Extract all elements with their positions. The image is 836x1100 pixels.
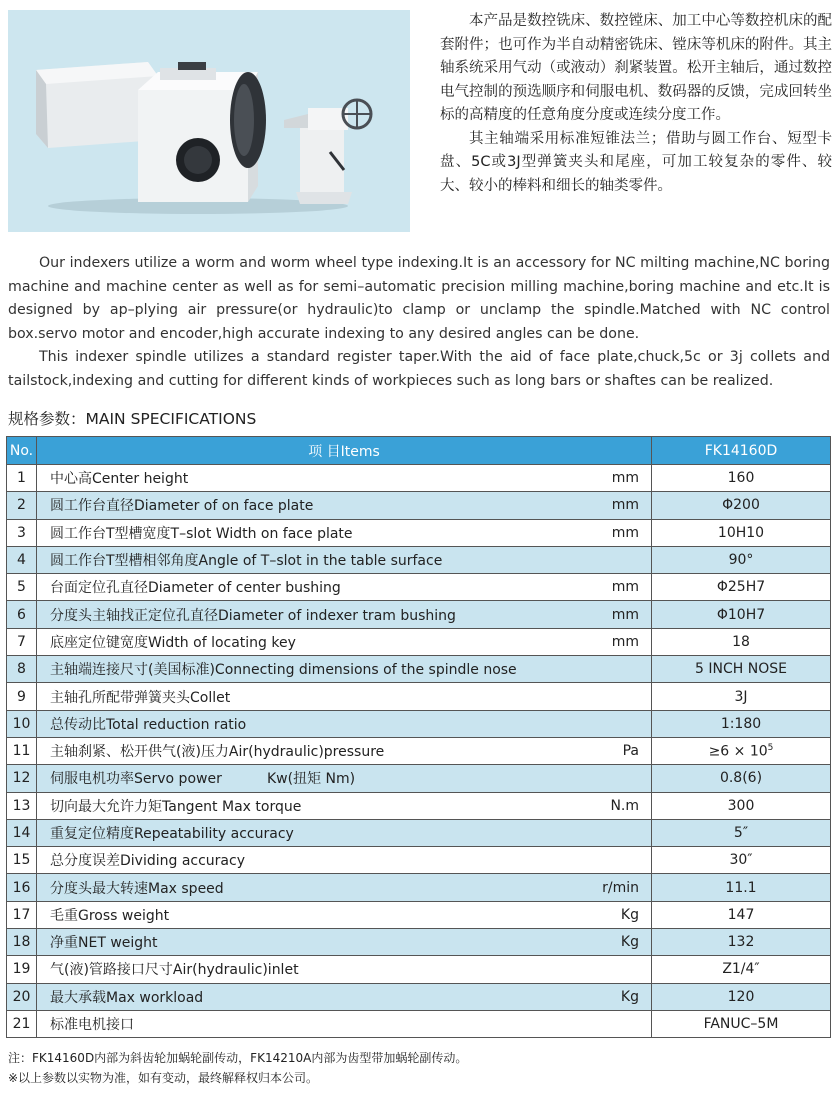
item-label: 圆工作台T型槽相邻角度Angle of T–slot in the table surface (50, 553, 443, 570)
spec-value: 160 (727, 470, 755, 487)
row-item-cell (37, 847, 652, 874)
item-unit: mm (611, 497, 639, 514)
row-item-cell (37, 819, 652, 846)
spec-value: 5 INCH NOSE (695, 661, 787, 678)
item-label: 毛重Gross weight (50, 907, 170, 924)
item-extra-unit: Kw(扭矩 Nm) (267, 771, 356, 788)
row-item-cell (37, 956, 652, 983)
item-label: 台面定位孔直径Diameter of center bushing (50, 580, 341, 597)
item-label: 圆工作台T型槽宽度T–slot Width on face plate (50, 525, 353, 542)
table-row (7, 819, 831, 846)
item-label: 中心高Center height (50, 471, 189, 488)
row-value-cell (652, 710, 831, 737)
table-row (7, 710, 831, 737)
row-value-cell (652, 1010, 831, 1037)
item-unit: mm (611, 606, 639, 623)
english-intro-paragraph-1: Our indexers utilize a worm and worm wheel type indexing.It is an accessory for NC milting machine,NC boring machine and machine center as well as for semi–automatic precision milling machine,boring machine and etc.It is designed by ap–plying air pressure(or hydraulic)to clamp or unclamp the spindle.Matched with NC control box.servo motor and encoder,high accurate indexing to any desired angles can be done. (8, 255, 830, 342)
spec-value: 90° (728, 552, 754, 569)
row-item-cell (37, 901, 652, 928)
item-unit: r/min (602, 879, 639, 896)
row-number: 1 (7, 465, 37, 492)
row-value-cell (652, 956, 831, 983)
item-label: 总分度误差Dividing accuracy (50, 853, 245, 870)
row-number: 13 (7, 792, 37, 819)
item-label: 净重NET weight (50, 935, 158, 952)
item-unit: N.m (610, 797, 639, 814)
row-item-cell (37, 792, 652, 819)
spec-value: Z1/4″ (722, 961, 760, 978)
row-value-cell (652, 901, 831, 928)
spec-value: 120 (727, 988, 755, 1005)
row-item-cell (37, 710, 652, 737)
table-row (7, 765, 831, 792)
chinese-intro-paragraph-2: 其主轴端采用标准短锥法兰；借助与圆工作台、短型卡盘、5C或3J型弹簧夹头和尾座，可加工较复杂的零件、较大、较小的棒料和细长的轴类零件。 (440, 130, 832, 194)
row-item-cell (37, 492, 652, 519)
item-label: 主轴孔所配带弹簧夹头Collet (50, 689, 231, 706)
table-row (7, 574, 831, 601)
item-unit: Pa (622, 743, 639, 760)
spec-value: Φ200 (722, 497, 760, 514)
spec-value: Φ10H7 (716, 606, 766, 623)
row-item-cell (37, 983, 652, 1010)
table-row (7, 901, 831, 928)
row-item-cell (37, 465, 652, 492)
row-item-cell (37, 656, 652, 683)
item-unit: mm (611, 470, 639, 487)
item-label: 最大承载Max workload (50, 989, 204, 1006)
table-row (7, 683, 831, 710)
chinese-intro (440, 10, 832, 198)
row-item-cell (37, 765, 652, 792)
english-intro (8, 252, 830, 393)
table-row (7, 546, 831, 573)
row-number: 4 (7, 546, 37, 573)
row-value-cell (652, 465, 831, 492)
row-value-cell (652, 983, 831, 1010)
table-row (7, 737, 831, 764)
row-value-cell (652, 546, 831, 573)
spec-value: 300 (727, 797, 755, 814)
spec-value: 30″ (729, 852, 753, 869)
item-label: 重复定位精度Repeatability accuracy (50, 826, 294, 842)
item-unit: mm (611, 524, 639, 541)
indexer-and-tailstock-illustration (8, 10, 410, 232)
row-number: 20 (7, 983, 37, 1010)
table-row (7, 874, 831, 901)
row-number: 8 (7, 656, 37, 683)
row-number: 3 (7, 519, 37, 546)
table-row (7, 628, 831, 655)
specifications-title: 规格参数：MAIN SPECIFICATIONS (8, 410, 257, 428)
table-row (7, 792, 831, 819)
header-model: FK14160D (652, 437, 831, 465)
row-number: 11 (7, 737, 37, 764)
row-value-cell (652, 737, 831, 764)
row-value-cell (652, 683, 831, 710)
item-unit: Kg (620, 988, 639, 1005)
row-number: 16 (7, 874, 37, 901)
footnote-2: ※以上参数以实物为准，如有变动，最终解释权归本公司。 (8, 1071, 319, 1085)
table-row (7, 847, 831, 874)
table-row (7, 465, 831, 492)
spec-value: FANUC–5M (703, 1016, 779, 1033)
item-label: 分度头主轴找正定位孔直径Diameter of indexer tram bushing (50, 607, 456, 624)
row-value-cell (652, 574, 831, 601)
row-item-cell (37, 601, 652, 628)
spec-value: 10H10 (717, 524, 765, 541)
row-value-cell (652, 819, 831, 846)
item-label: 气(液)管路接口尺寸Air(hydraulic)inlet (50, 962, 299, 979)
table-row (7, 929, 831, 956)
item-unit: Kg (620, 934, 639, 951)
row-value-cell (652, 792, 831, 819)
spec-value: 132 (727, 934, 755, 951)
spec-value: 18 (732, 633, 750, 650)
item-label: 总传动比Total reduction ratio (50, 716, 247, 733)
spec-value: 147 (727, 906, 755, 923)
header-items: 项 目Items (37, 437, 652, 465)
row-value-cell (652, 874, 831, 901)
row-item-cell (37, 874, 652, 901)
chinese-intro-paragraph-1: 本产品是数控铣床、数控镗床、加工中心等数控机床的配套附件；也可作为半自动精密铣床、镗床等机床的附件。其主轴系统采用气动（或液动）刹紧装置。松开主轴后，通过数控电气控制的预选顺序和伺服电机、数码器的反馈，完成回转坐标的高精度的任意角度分度或连续分度工作。 (440, 13, 832, 123)
row-value-cell (652, 601, 831, 628)
spec-value-exponent: 5 (767, 742, 774, 753)
row-number: 7 (7, 628, 37, 655)
row-value-cell (652, 492, 831, 519)
item-unit: mm (611, 633, 639, 650)
row-number: 5 (7, 574, 37, 601)
footnotes (8, 1048, 467, 1088)
row-item-cell (37, 519, 652, 546)
spec-value: 5″ (733, 825, 749, 841)
spec-value: 0.8(6) (719, 770, 763, 787)
row-number: 18 (7, 929, 37, 956)
spec-value: ≥6 × 10 (708, 743, 768, 760)
spec-value: 1:180 (720, 715, 762, 732)
spec-value: 11.1 (725, 879, 757, 896)
table-row (7, 656, 831, 683)
item-label: 分度头最大转速Max speed (50, 880, 224, 897)
table-row (7, 519, 831, 546)
item-unit: mm (611, 579, 639, 596)
row-value-cell (652, 656, 831, 683)
row-item-cell (37, 737, 652, 764)
row-value-cell (652, 929, 831, 956)
row-number: 17 (7, 901, 37, 928)
row-number: 15 (7, 847, 37, 874)
table-row (7, 601, 831, 628)
row-value-cell (652, 765, 831, 792)
table-row (7, 956, 831, 983)
item-label: 圆工作台直径Diameter of on face plate (50, 498, 314, 515)
table-row (7, 1010, 831, 1037)
row-item-cell (37, 574, 652, 601)
table-row (7, 492, 831, 519)
english-intro-paragraph-2: This indexer spindle utilizes a standard register taper.With the aid of face plate,chuck,5c or 3j collets and tailstock,indexing and cutting for different kinds of workpieces such as long bars or shaftes can be realized. (8, 349, 830, 389)
row-value-cell (652, 519, 831, 546)
row-item-cell (37, 1010, 652, 1037)
spec-value: 3J (734, 688, 748, 705)
row-value-cell (652, 628, 831, 655)
row-item-cell (37, 628, 652, 655)
spec-value: Φ25H7 (716, 579, 766, 596)
product-photo (8, 10, 410, 232)
specifications-table (6, 436, 831, 1038)
item-label: 主轴刹紧、松开供气(液)压力Air(hydraulic)pressure (50, 744, 385, 761)
item-label: 主轴端连接尺寸(美国标准)Connecting dimensions of the spindle nose (50, 662, 517, 679)
row-number: 19 (7, 956, 37, 983)
row-item-cell (37, 683, 652, 710)
row-number: 6 (7, 601, 37, 628)
row-number: 21 (7, 1010, 37, 1037)
row-number: 14 (7, 819, 37, 846)
table-row (7, 983, 831, 1010)
row-value-cell (652, 847, 831, 874)
row-number: 2 (7, 492, 37, 519)
row-item-cell (37, 929, 652, 956)
table-header-row (7, 437, 831, 465)
footnote-1: 注：FK14160D内部为斜齿轮加蜗轮副传动，FK14210A内部为齿型带加蜗轮副传动。 (8, 1051, 468, 1065)
item-label: 标准电机接口 (50, 1017, 134, 1034)
item-label: 伺服电机功率Servo power (50, 771, 222, 788)
row-item-cell (37, 546, 652, 573)
header-no: No. (7, 437, 37, 465)
row-number: 9 (7, 683, 37, 710)
row-number: 12 (7, 765, 37, 792)
row-number: 10 (7, 710, 37, 737)
item-label: 切向最大允许力矩Tangent Max torque (50, 798, 302, 815)
item-label: 底座定位键宽度Width of locating key (50, 634, 296, 651)
item-unit: Kg (620, 906, 639, 923)
